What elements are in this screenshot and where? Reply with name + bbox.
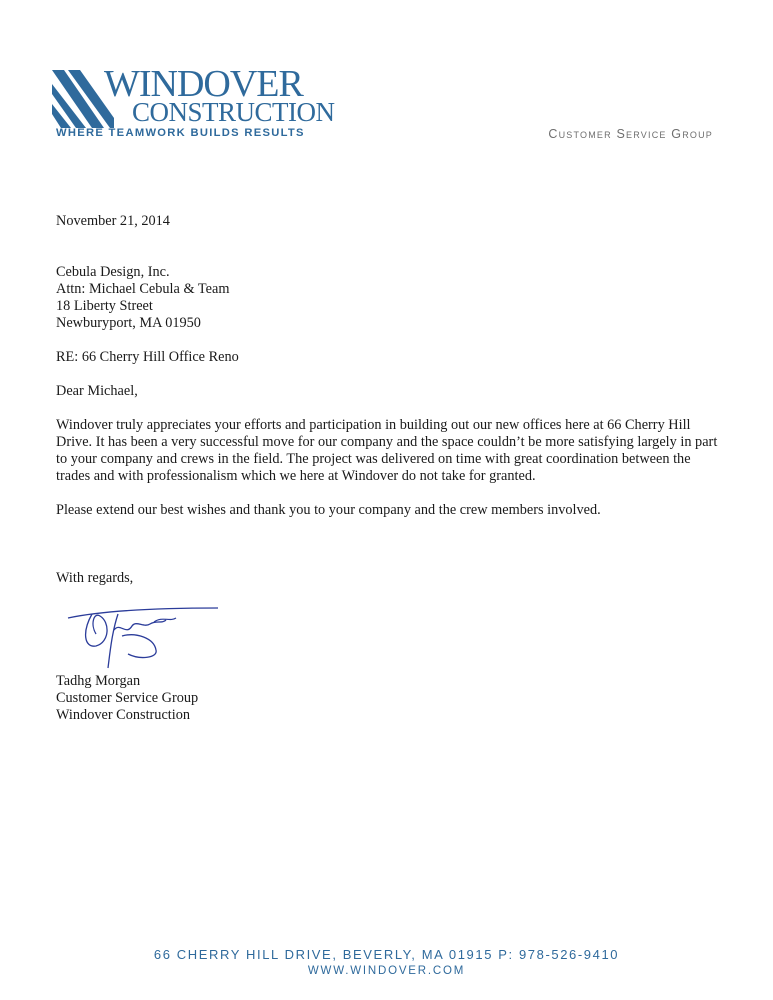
recipient-line: Cebula Design, Inc. [56,264,170,280]
company-tagline: WHERE TEAMWORK BUILDS RESULTS [56,127,305,139]
closing: With regards, [56,570,134,586]
signer-title: Customer Service Group [56,690,199,706]
logo-wordmark-windover: WINDOVER [104,63,303,105]
recipient-line: Attn: Michael Cebula & Team [56,281,230,297]
letter-date: November 21, 2014 [56,213,170,229]
recipient-line: Newburyport, MA 01950 [56,315,201,331]
department-label: Customer Service Group [548,127,713,141]
logo-wordmark-construction: CONSTRUCTION [132,97,335,127]
signer-company: Windover Construction [56,707,191,723]
signer-name: Tadhg Morgan [56,673,141,689]
body-paragraph: Please extend our best wishes and thank you to your company and the crew members involved. [56,502,601,518]
body-paragraph: Windover truly appreciates your efforts and participation in building out our new offices here at 66 Cherry Hill Drive. It has been a very successful move for our company and the space couldn’t be more satisfying largely in part to your company and crews in the field. The project was delivered on time with great coordination between the trades and with professionalism which we here at Windover do not take for granted. [56,417,718,484]
subject-line: RE: 66 Cherry Hill Office Reno [56,349,239,365]
footer-website: WWW.WINDOVER.COM [307,965,466,977]
recipient-line: 18 Liberty Street [56,298,153,314]
salutation: Dear Michael, [56,383,138,399]
footer-address: 66 CHERRY HILL DRIVE, BEVERLY, MA 01915 P: 978-526-9410 [153,947,620,962]
handwritten-signature [66,602,221,672]
